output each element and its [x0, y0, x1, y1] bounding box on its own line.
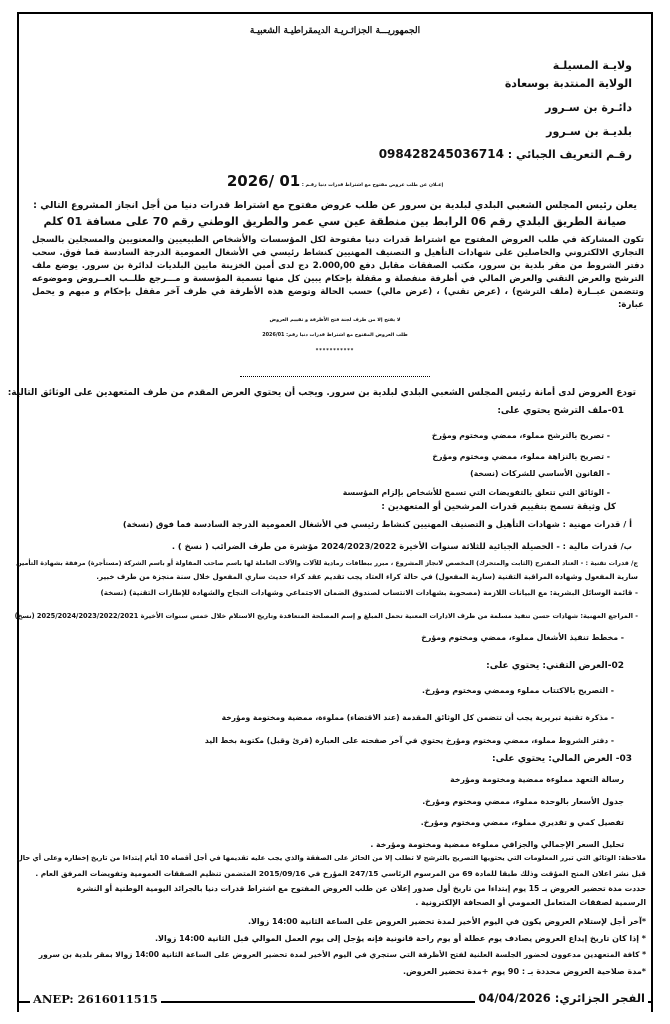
tender-reference-text: طلب العروض المفتوح مع اشتراط قدرات دنيا رقم: — [286, 332, 408, 338]
capacity-technical-cont: سارية المفعول وشهادة المراقبة التقنية (سارية المفعول) في حالة كراء العتاد يجب تقديم عقد كراء حديث ساري المفعول خلال سنة منجزة من طرف خبير. — [96, 572, 638, 581]
participation-paragraph: تكون المشاركة في طلب العروض المفتوح مع اشتراط قدرات دنيا مفتوحة لكل المؤسسات والأشخاص الطبيعيين والمعنويين والمسجلين بالسجل التجاري الالكتروني والحاصلين على شهادات التأهيل و التصنيف المهنيين كنشاط رئيسي في الأشغال العمومية الدرجة السادسة فما فوق. سحب دفتر الشروط من مقر بلدية بن سرور، مكتب الصفقات مقابل دفع 2.000,00 دج لدى أمين الخزينة مابين البلديات لدائرة بن سرور. يوضع ملف الترشح والعرض التقني والعرض المالي في أظرفة منفصلة و مقفلة بإحكام يبين كل منها تسمية المؤسسة و مـــرجع طلــب العــروض وموضوعه وتتضمن عبــارة (ملف الترشح) ، (عرض تقني) ، (عرض مالي) حسب الحالة وتوضع هذه الأظرفة في ظرف آخر مقفل بإحكام و مبهم و يحمل عبارة: — [32, 235, 644, 310]
note-line: ملاحظة: الوثائق التي تبرر المعلومات التي يحتويها التصريح بالترشح لا تطلب إلا من الحائز على الصفقة والذي يجب عليه تقديمها في أجل أقصاه 10 أيام إبتداءا من تاريخ إخطاره وعلى أي حال — [16, 854, 646, 862]
tax-id-line — [379, 148, 632, 162]
capacity-financial: ب/ قدرات مالية : - الحصيلة الجبائية للثلاثة سنوات الأخيرة 2024/2023/2022 مؤشرة من طرف الضرائب ( نسخ ) . — [171, 541, 632, 551]
capacities-heading: كل وثيقة تسمح بتقييم قدرات المرشحين أو المتعهدين : — [381, 502, 616, 512]
note-line: قبل نشر اعلان المنح المؤقت وذلك طبقا للمادة 69 من المرسوم الرئاسي 247/15 المؤرخ في 2015/09/16 المتضمن تنظيم الصفقات العمومية وتفويضات المرفق العام . — [35, 869, 646, 878]
republic-title: الجمهوريـــة الجزائـريـة الديمقراطيـة الشعبيـة — [249, 26, 421, 36]
announcement-number: 2026/ 01 — [226, 172, 301, 190]
intro-line: يعلن رئيس المجلس الشعبي البلدي لبلدية بن سرور عن طلب عروض مفتوح مع اشتراط قدرات دنيا من أجل انجاز المشروع التالي : — [33, 200, 637, 211]
note-line: *آخر أجل لإستلام العروض يكون في اليوم الأخير لمدة تحضير العروض على الساعة الثانية 14:00 زوالا. — [247, 917, 646, 926]
list-item: - التصريح بالاكتتاب مملوء وممضي ومختوم ومؤرخ. — [421, 686, 614, 695]
note-line: حددت مدة تحضير العروض بـ 15 يوم إبتداءا من تاريخ أول صدور إعلان عن طلب العروض المفتوح مع اشتراط قدرات دنيا بالجرائد اليومية الوطنية أو النشرة — [76, 884, 646, 893]
newspaper-name: الفجر الجزائري: — [554, 991, 645, 1005]
delegated-wilaya: الولاية المنتدبة بوسعادة — [504, 77, 632, 90]
dotted-separator — [240, 376, 430, 377]
daira-name: دائـرة بن سـرور — [545, 101, 632, 114]
capacity-professional: أ / قدرات مهنية : شهادات التأهيل و التصنيف المهنيين كنشاط رئيسي في الأشغال العمومية الدرجة السادسة فما فوق (نسخة) — [122, 519, 632, 529]
anep-reference: ANEP: 2616011515 — [30, 993, 161, 1006]
list-item: رسالة التعهد مملوءة ممضية ومختومة ومؤرخة — [450, 775, 624, 784]
project-title: صيانة الطريق البلدي رقم 06 الرابط بين منطقة عين سي عمر والطريق الوطني رقم 70 على مسافة 01 كلم — [43, 215, 627, 228]
tax-id-label: رقـم التعريف الجبائي : — [507, 148, 632, 161]
note-line: الرسمية لصفقات المتعامل العمومي أو الصحافة الإلكترونية . — [415, 898, 646, 907]
human-resources-line: - قائمة الوسائل البشرية: مع البيانات اللازمة (مصحوبة بشهادات الانتساب لصندوق الضمان الاجتماعي وشهادات النجاح والشهادة للإطارات التقنية) (نسخة) — [100, 588, 638, 597]
list-item: تحليل السعر الإجمالي والجزافي مملوءة ممضية ومختومة ومؤرخة . — [370, 840, 624, 849]
tax-id-value: 098428245036714 — [378, 147, 504, 161]
list-item: - تصريح بالنزاهة مملوء، ممضي ومختوم ومؤرخ — [432, 452, 610, 461]
note-line: *مدة صلاحية العروض محددة بـ : 90 يوم +مدة تحضير العروض. — [402, 967, 646, 976]
announcement-title-text: إعـلان عن طلب عروض مفتوح مع اشتراط قدرات دنيا رقـم : — [301, 183, 444, 188]
publication-date-value: 04/04/2026 — [478, 991, 551, 1005]
list-item: - مذكرة تقنية تبريرية يجب أن تتضمن كل الوثائق المقدمة (عند الاقتضاء) مملوءة، ممضية ومختومة ومؤرخة — [221, 713, 614, 722]
section-2-title: 02-العرض التقني: يحتوي على: — [486, 661, 624, 671]
list-item: - القانون الأساسي للشركات (نسخة) — [470, 469, 610, 478]
do-not-open-line: لا يفتح إلا من طرف لجنة فتح الأظرفة و تقييم العروض — [269, 317, 401, 323]
note-line: * كافة المتعهدين مدعوون لحضور الجلسة العلنية لفتح الأظرفة التي ستجري في اليوم الأخير لمدة تحضير العروض على الساعة الثانية 14:00 زوالا بمقر بلدية بن سرور — [38, 950, 646, 959]
note-line: * إذا كان تاريخ إيداع العروض يصادف يوم عطلة أو يوم راحة قانونية فإنه يؤجل إلى يوم العمل الموالي قبل الثانية 14:00 زوالا. — [154, 934, 646, 943]
list-item: تفصيل كمي و تقديري مملوء، ممضي ومختوم ومؤرخ. — [420, 818, 624, 827]
section-3-title: 03- العرض المالي: يحتوي على: — [492, 754, 632, 764]
list-item: جدول الأسعار بالوحدة مملوء، ممضي ومختوم ومؤرخ. — [422, 797, 624, 806]
tender-reference-line — [0, 333, 670, 339]
wilaya-name: ولايـة المسيلـة — [552, 59, 632, 72]
stars-separator: *********** — [315, 349, 355, 354]
capacity-technical: ج/ قدرات تقنية : - العتاد المقترح (الثابت والمتحرك) المخصص لانجاز المشروع ، مبرر ببطاقات رمادية للآلات والآلات العاملة لها باسم صاحب المقاولة أو باسم الشركة (مستأجرة) مرفقة بشهادة التأمين — [16, 559, 638, 567]
list-item: - دفتر الشروط مملوء، ممضي ومختوم ومؤرخ يحتوي في آخر صفحته على العبارة (قرئ وقبل) مكتوبة بخط اليد — [204, 736, 614, 745]
professional-references-line: - المراجع المهنية: شهادات حسن تنفيذ مسلمة من طرف الادارات المعنية تحمل المبلغ و إسم المصلحة المتعاقدة وتاريخ الاستلام خلال خمس سنوات الأخيرة 2025/2024/2023/2022/2021 (نسخ) — [14, 612, 638, 620]
commune-name: بلديـة بن سـرور — [546, 125, 632, 138]
publication-date — [475, 992, 648, 1005]
section-1-title: 01-ملف الترشح يحتوي على: — [497, 406, 624, 416]
list-item: - الوثائق التي تتعلق بالتفويضات التي تسمح للأشخاص بإلزام المؤسسة — [342, 488, 610, 497]
work-schedule-line: - مخطط تنفيذ الأشغال مملوء، ممضي ومختوم ومؤرخ — [421, 633, 624, 642]
tender-reference-number: 2026/01 — [262, 332, 285, 338]
list-item: - تصريح بالترشح مملوء، ممضي ومختوم ومؤرخ — [431, 431, 610, 440]
announcement-title — [0, 173, 670, 190]
deposit-intro: تودع العروض لدى أمانة رئيس المجلس الشعبي البلدي لبلدية بن سرور. ويجب أن يحتوي العرض المقدم من طرف المتعهدين على الوثائق التالية: — [7, 388, 636, 398]
